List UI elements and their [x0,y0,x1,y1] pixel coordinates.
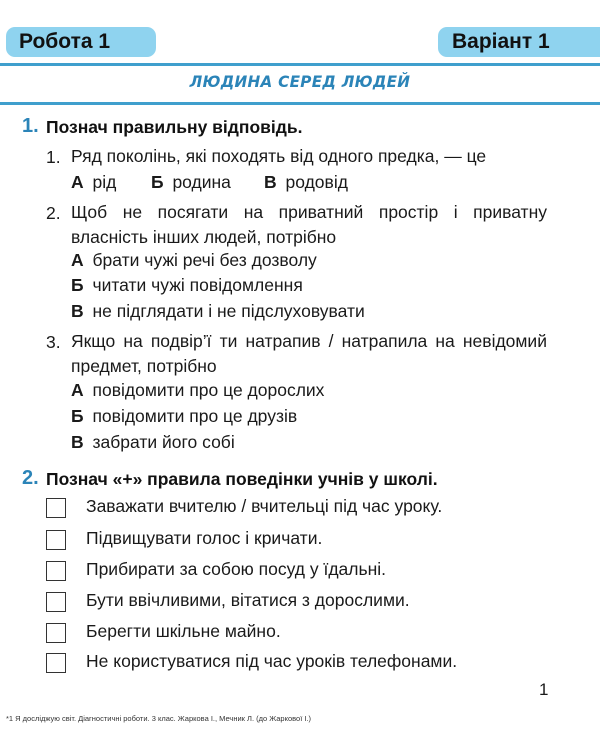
checkbox-rule-6[interactable] [46,653,66,673]
option-text: повідомити про це друзів [92,406,298,426]
option-letter: В [71,301,84,321]
option-letter: В [264,172,277,192]
rule-5-text: Берегти шкільне майно. [86,621,281,641]
question-2-text: Щоб не посягати на приватний простір і приватну власність інших людей, потрібно [71,202,547,247]
option-text: брати чужі речі без дозволу [92,250,317,270]
work-label-tab [6,27,156,57]
option-text: родовід [285,172,348,192]
option-text: читати чужі повідомлення [92,275,303,295]
question-3-option-c [71,432,235,453]
option-letter: Б [71,406,84,426]
question-1-number: 1. [46,147,61,167]
option-letter: Б [151,172,164,192]
footer-note: *1 Я досліджую світ. Діагностичні роботи. 3 клас. Жаркова І., Мечник Л. (до Жаркової І.) [6,714,312,723]
checkbox-rule-4[interactable] [46,592,66,612]
option-text: повідомити про це дорослих [92,380,325,400]
task-1-number: 1. [22,115,39,137]
question-3-option-a [71,380,324,401]
variant-label: Варіант 1 [452,30,550,53]
option-letter: А [71,172,84,192]
question-3-text: Якщо на подвір’ї ти натрапив / натрапила на невідомий предмет, потрібно [71,331,547,376]
option-letter: А [71,250,84,270]
question-1-text: Ряд поколінь, які походять від одного предка, — це [71,146,487,166]
question-2-option-c [71,301,365,322]
rule-3-text: Прибирати за собою посуд у їдальні. [86,559,387,579]
checkbox-rule-2[interactable] [46,530,66,550]
page-number: 1 [539,680,549,699]
question-2-option-b [71,275,303,296]
option-letter: Б [71,275,84,295]
option-text: рід [92,172,117,192]
task-1-instruction: Познач правильну відповідь. [46,117,303,137]
option-text: не підглядати і не підслуховувати [92,301,365,321]
option-letter: В [71,432,84,452]
work-label: Робота 1 [19,30,111,53]
question-3-option-b [71,406,297,427]
question-3-number: 3. [46,332,61,352]
variant-label-tab [438,27,600,57]
task-2-number: 2. [22,467,39,489]
question-1-option-c [264,172,348,193]
option-text: забрати його собі [92,432,235,452]
question-2-option-a [71,250,317,271]
option-text: родина [172,172,231,192]
rule-1-text: Заважати вчителю / вчительці під час уроку. [86,496,443,516]
title-divider [0,102,600,105]
checkbox-rule-5[interactable] [46,623,66,643]
task-2-instruction: Познач «+» правила поведінки учнів у школі. [46,469,438,489]
rule-6-text: Не користуватися під час уроків телефонами. [86,651,458,671]
top-divider [0,63,600,66]
rule-2-text: Підвищувати голос і кричати. [86,528,323,548]
option-letter: А [71,380,84,400]
question-1-option-b [151,172,231,193]
question-2-number: 2. [46,203,61,223]
checkbox-rule-1[interactable] [46,498,66,518]
question-1-option-a [71,172,116,193]
page-title: ЛЮДИНА СЕРЕД ЛЮДЕЙ [189,72,411,91]
rule-4-text: Бути ввічливими, вітатися з дорослими. [86,590,410,610]
checkbox-rule-3[interactable] [46,561,66,581]
